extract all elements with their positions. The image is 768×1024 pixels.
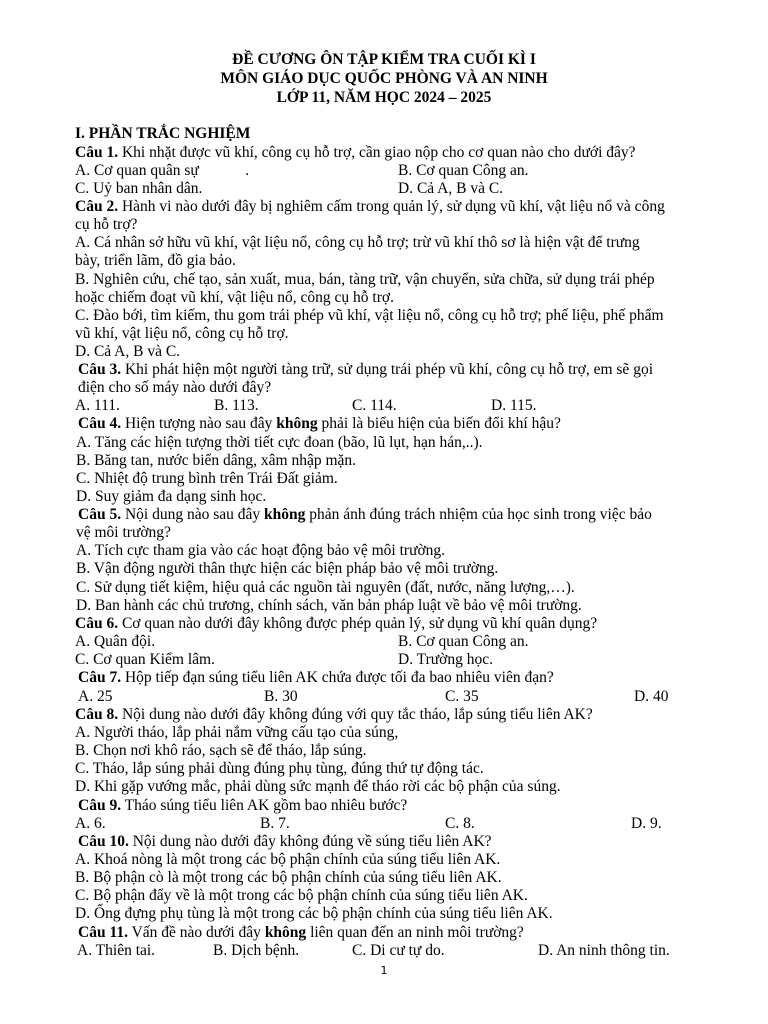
q2-option-c-cont: vũ khí, vật liệu nổ, công cụ hỗ trợ. (75, 325, 289, 342)
q4-option-a: A. Tăng các hiện tượng thời tiết cực đoan (bão, lũ lụt, hạn hán,..). (76, 434, 483, 451)
question-8 (75, 706, 593, 723)
q10-option-b: B. Bộ phận cò là một trong các bộ phận chính của súng tiểu liên AK. (75, 869, 502, 886)
question-label: Câu 10. (78, 833, 129, 850)
q4-option-c: C. Nhiệt độ trung bình trên Trái Đất giảm. (76, 470, 338, 487)
question-7 (78, 669, 554, 686)
question-6 (75, 615, 597, 632)
q7-option-c: C. 35 (445, 688, 479, 705)
question-label: Câu 9. (78, 797, 122, 814)
q10-option-c: C. Bộ phận đẩy về là một trong các bộ phận chính của súng tiểu liên AK. (75, 887, 528, 904)
q7-option-b: B. 30 (264, 688, 298, 705)
question-5-cont: vệ môi trường? (76, 524, 171, 541)
q9-option-b: B. 7. (260, 815, 290, 832)
question-text: Tháo súng tiểu liên AK gồm bao nhiêu bước? (121, 797, 408, 814)
question-label: Câu 7. (78, 669, 122, 686)
question-4 (78, 415, 561, 432)
question-10 (78, 833, 492, 850)
question-emphasis: không (264, 506, 306, 523)
q8-option-c: C. Tháo, lắp súng phải dùng đúng phụ tùng, đúng thứ tự động tác. (75, 760, 484, 777)
question-text-end: liên quan đến an ninh môi trường? (306, 924, 524, 941)
q8-option-d: D. Khi gặp vướng mắc, phải dùng sức mạnh để tháo rời các bộ phận của súng. (75, 778, 561, 795)
q9-option-a: A. 6. (75, 815, 106, 832)
document-header (0, 50, 768, 107)
question-3-cont: điện cho số máy nào dưới đây? (78, 379, 272, 396)
question-label: Câu 11. (78, 924, 128, 941)
q4-option-d: D. Suy giảm đa dạng sinh học. (76, 488, 267, 505)
question-label: Câu 2. (75, 198, 119, 215)
q10-option-a: A. Khoá nòng là một trong các bộ phận chính của súng tiểu liên AK. (75, 851, 501, 868)
q8-option-b: B. Chọn nơi khô ráo, sạch sẽ để tháo, lắp súng. (75, 742, 367, 759)
question-2-cont: cụ hỗ trợ? (75, 216, 138, 233)
question-2 (75, 198, 665, 215)
question-label: Câu 8. (75, 706, 119, 723)
question-text: Nội dung nào dưới đây không đúng với quy tắc tháo, lắp súng tiểu liên AK? (118, 706, 593, 723)
question-11 (78, 924, 524, 941)
q3-option-b: B. 113. (214, 397, 259, 414)
q5-option-b: B. Vận động người thân thực hiện các biện pháp bảo vệ môi trường. (76, 560, 499, 577)
q6-option-d: D. Trường học. (398, 651, 493, 668)
q11-option-c: C. Di cư tự do. (352, 942, 445, 959)
question-label: Câu 6. (75, 615, 119, 632)
question-text-end: phải là biểu hiện của biến đổi khí hậu? (317, 415, 561, 432)
question-text: Cơ quan nào dưới đây không được phép quản lý, sử dụng vũ khí quân dụng? (118, 615, 598, 632)
q3-option-a: A. 111. (75, 397, 120, 414)
q5-option-a: A. Tích cực tham gia vào các hoạt động bảo vệ môi trường. (76, 542, 446, 559)
question-label: Câu 4. (78, 415, 122, 432)
q2-option-a: A. Cá nhân sở hữu vũ khí, vật liệu nổ, công cụ hỗ trợ; trừ vũ khí thô sơ là hiện vật để trưng (75, 234, 640, 251)
q6-option-c: C. Cơ quan Kiểm lâm. (75, 651, 215, 668)
q5-option-d: D. Ban hành các chủ trương, chính sách, văn bản pháp luật về bảo vệ môi trường. (76, 597, 582, 614)
question-text: Nội dung nào sau đây (121, 506, 264, 523)
q1-option-b: B. Cơ quan Công an. (398, 162, 529, 179)
question-label: Câu 1. (75, 144, 119, 161)
q9-option-d: D. 9. (631, 815, 662, 832)
question-emphasis: không (276, 415, 318, 432)
q7-option-a: A. 25 (78, 688, 113, 705)
q2-option-b-cont: hoặc chiếm đoạt vũ khí, vật liệu nổ, công cụ hỗ trợ. (75, 289, 394, 306)
question-text: Hiện tượng nào sau đây (121, 415, 277, 432)
q3-option-c: C. 114. (352, 397, 397, 414)
q2-option-d: D. Cả A, B và C. (75, 343, 181, 360)
q1-option-a: A. Cơ quan quân sự . (75, 162, 250, 179)
q6-option-a: A. Quân đội. (75, 633, 156, 650)
question-3 (78, 361, 653, 378)
q2-option-b: B. Nghiên cứu, chế tạo, sản xuất, mua, bán, tàng trữ, vận chuyển, sửa chữa, sử dụng trái phép (75, 271, 655, 288)
question-9 (78, 797, 407, 814)
q5-option-c: C. Sử dụng tiết kiệm, hiệu quả các nguồn tài nguyên (đất, nước, năng lượng,…). (76, 579, 575, 596)
page-number: 1 (380, 964, 388, 977)
q2-option-c: C. Đào bới, tìm kiếm, thu gom trái phép vũ khí, vật liệu nổ, công cụ hỗ trợ; phế liệu, phế phẩm (75, 307, 664, 324)
section-title: I. PHẦN TRẮC NGHIỆM (75, 125, 251, 142)
q1-option-d: D. Cả A, B và C. (398, 180, 504, 197)
header-subject: MÔN GIÁO DỤC QUỐC PHÒNG VÀ AN NINH (220, 70, 548, 87)
question-text: Hành vi nào dưới đây bị nghiêm cấm trong quản lý, sử dụng vũ khí, vật liệu nổ và công (118, 198, 665, 215)
q3-option-d: D. 115. (491, 397, 537, 414)
question-text-end: phản ánh đúng trách nhiệm của học sinh trong việc bảo (305, 506, 652, 523)
q11-option-d: D. An ninh thông tin. (538, 942, 670, 959)
question-label: Câu 3. (78, 361, 122, 378)
q2-option-a-cont: bày, triển lãm, đồ gia bảo. (75, 252, 236, 269)
q9-option-c: C. 8. (445, 815, 475, 832)
question-1 (75, 144, 636, 161)
question-text: Nội dung nào dưới đây không đúng về súng tiểu liên AK? (128, 833, 492, 850)
q11-option-a: A. Thiên tai. (77, 942, 156, 959)
q8-option-a: A. Người tháo, lắp phải nắm vững cấu tạo của súng, (75, 724, 399, 741)
question-text: Vấn đề nào dưới đây (127, 924, 265, 941)
header-grade-year: LỚP 11, NĂM HỌC 2024 – 2025 (276, 89, 492, 106)
question-text: Khi phát hiện một người tàng trữ, sử dụng trái phép vũ khí, công cụ hỗ trợ, em sẽ gọi (121, 361, 653, 378)
q6-option-b: B. Cơ quan Công an. (398, 633, 529, 650)
q4-option-b: B. Băng tan, nước biển dâng, xâm nhập mặn. (76, 452, 357, 469)
header-title: ĐỀ CƯƠNG ÔN TẬP KIỂM TRA CUỐI KÌ I (232, 51, 536, 68)
q7-option-d: D. 40 (634, 688, 669, 705)
question-text: Khi nhặt được vũ khí, công cụ hỗ trợ, cần giao nộp cho cơ quan nào cho dưới đây? (118, 144, 636, 161)
q11-option-b: B. Dịch bệnh. (213, 942, 300, 959)
q10-option-d: D. Ống đựng phụ tùng là một trong các bộ phận chính của súng tiểu liên AK. (75, 905, 553, 922)
question-text: Hộp tiếp đạn súng tiểu liên AK chứa được tối đa bao nhiêu viên đạn? (121, 669, 554, 686)
question-5 (78, 506, 652, 523)
question-emphasis: không (264, 924, 307, 941)
q1-option-c: C. Uỷ ban nhân dân. (75, 180, 203, 197)
question-label: Câu 5. (78, 506, 122, 523)
